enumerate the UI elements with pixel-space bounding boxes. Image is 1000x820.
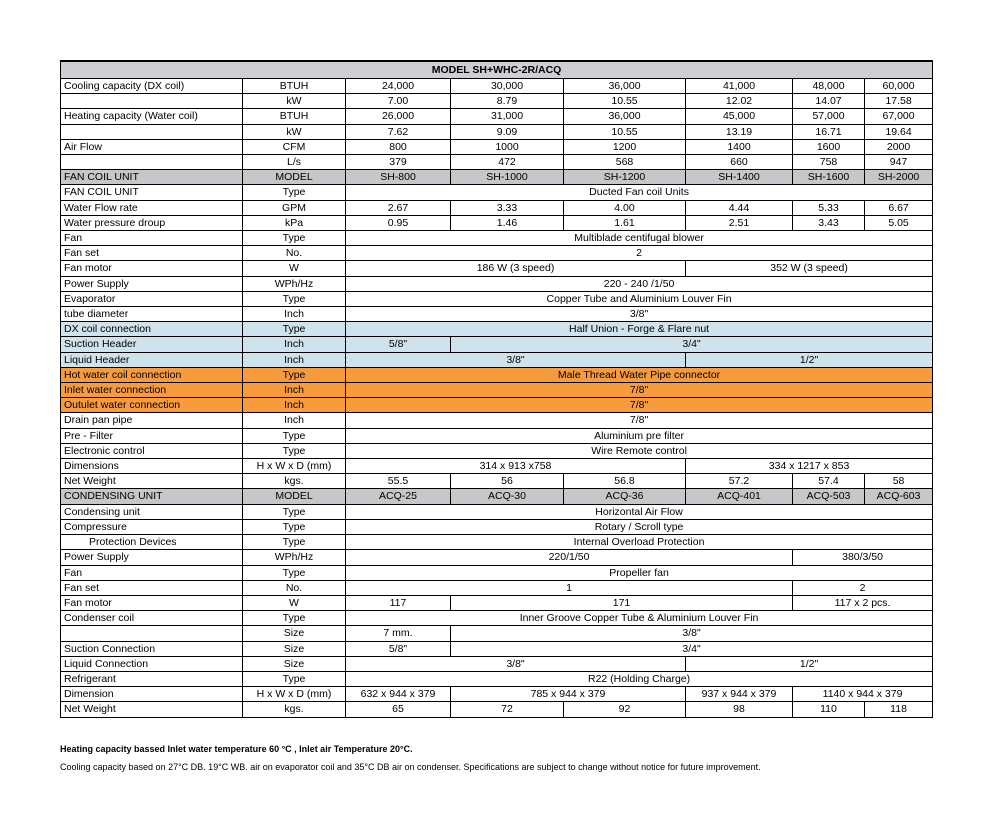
value-cell: ACQ-401 [686,489,793,504]
value-cell: 10.55 [564,124,686,139]
row-unit: Type [243,231,346,246]
value-cell: 31,000 [451,109,564,124]
row-unit: CFM [243,139,346,154]
value-cell: 1000 [451,139,564,154]
table-row [61,307,933,322]
value-cell: Half Union - Forge & Flare nut [346,322,933,337]
row-label [61,94,243,109]
row-unit: Type [243,322,346,337]
value-cell: 2.51 [686,215,793,230]
table-row [61,261,933,276]
value-cell: Inner Groove Copper Tube & Aluminium Louver Fin [346,611,933,626]
table-row [61,337,933,352]
value-cell: ACQ-25 [346,489,451,504]
row-unit: WPh/Hz [243,550,346,565]
table-row [61,656,933,671]
row-unit: BTUH [243,109,346,124]
value-cell: 118 [865,702,933,717]
value-cell: Male Thread Water Pipe connector [346,367,933,382]
row-label: Suction Connection [61,641,243,656]
row-unit: Type [243,291,346,306]
row-label: Condensing unit [61,504,243,519]
value-cell: SH-800 [346,170,451,185]
value-cell: 7.00 [346,94,451,109]
value-cell: 1 [346,580,793,595]
value-cell: 26,000 [346,109,451,124]
row-unit: Inch [243,352,346,367]
table-row [61,626,933,641]
value-cell: 14.07 [793,94,865,109]
value-cell: 56.8 [564,474,686,489]
value-cell: 632 x 944 x 379 [346,687,451,702]
table-row [61,215,933,230]
value-cell: 1600 [793,139,865,154]
table-row [61,291,933,306]
row-unit: Size [243,641,346,656]
value-cell: 117 x 2 pcs. [793,595,933,610]
row-label: DX coil connection [61,322,243,337]
row-unit: Size [243,656,346,671]
table-row [61,671,933,686]
value-cell: 45,000 [686,109,793,124]
row-unit: BTUH [243,79,346,94]
row-unit: Inch [243,337,346,352]
table-row [61,200,933,215]
value-cell: 67,000 [865,109,933,124]
value-cell: 3/4" [451,337,933,352]
value-cell: 568 [564,155,686,170]
value-cell: 171 [451,595,793,610]
value-cell: 56 [451,474,564,489]
value-cell: 7.62 [346,124,451,139]
value-cell: 55.5 [346,474,451,489]
row-label: Liquid Connection [61,656,243,671]
row-label: tube diameter [61,307,243,322]
table-row [61,322,933,337]
table-row [61,139,933,154]
value-cell: Internal Overload Protection [346,535,933,550]
row-label: Dimension [61,687,243,702]
value-cell: 30,000 [451,79,564,94]
row-unit: MODEL [243,489,346,504]
value-cell: 1200 [564,139,686,154]
row-label [61,155,243,170]
table-row [61,94,933,109]
value-cell: 7/8" [346,398,933,413]
table-row [61,124,933,139]
value-cell: 36,000 [564,79,686,94]
value-cell: SH-1000 [451,170,564,185]
table-row [61,276,933,291]
value-cell: 334 x 1217 x 853 [686,459,933,474]
row-label: Fan [61,565,243,580]
table-row [61,580,933,595]
row-label: Drain pan pipe [61,413,243,428]
value-cell: 937 x 944 x 379 [686,687,793,702]
value-cell: 19.64 [865,124,933,139]
footnotes [60,740,940,776]
value-cell: 3/8" [346,307,933,322]
table-row [61,79,933,94]
value-cell: 65 [346,702,451,717]
table-row [61,550,933,565]
value-cell: 4.00 [564,200,686,215]
value-cell: Multiblade centifugal blower [346,231,933,246]
row-unit: H x W x D (mm) [243,459,346,474]
row-label [61,626,243,641]
row-label: Fan set [61,246,243,261]
value-cell: R22 (Holding Charge) [346,671,933,686]
value-cell: 1400 [686,139,793,154]
row-unit: Type [243,504,346,519]
row-unit: MODEL [243,170,346,185]
row-unit: No. [243,580,346,595]
value-cell: ACQ-30 [451,489,564,504]
value-cell: ACQ-503 [793,489,865,504]
value-cell: 17.58 [865,94,933,109]
value-cell: 5/8" [346,641,451,656]
value-cell: 13.19 [686,124,793,139]
value-cell: 758 [793,155,865,170]
value-cell: 380/3/50 [793,550,933,565]
value-cell: Horizontal Air Flow [346,504,933,519]
value-cell: 3.43 [793,215,865,230]
table-title: MODEL SH+WHC-2R/ACQ [61,61,933,79]
row-label: Net Weight [61,474,243,489]
row-label: CONDENSING UNIT [61,489,243,504]
value-cell: 220 - 240 /1/50 [346,276,933,291]
row-unit: Type [243,428,346,443]
value-cell: 2.67 [346,200,451,215]
row-label: Compressure [61,519,243,534]
row-unit: Type [243,443,346,458]
value-cell: 1.46 [451,215,564,230]
row-label: Outulet water connection [61,398,243,413]
row-unit: kgs. [243,474,346,489]
value-cell: 58 [865,474,933,489]
table-title-row [61,61,933,79]
value-cell: Copper Tube and Aluminium Louver Fin [346,291,933,306]
value-cell: 3/4" [451,641,933,656]
value-cell: 117 [346,595,451,610]
value-cell: 220/1/50 [346,550,793,565]
value-cell: 3/8" [346,656,686,671]
table-row [61,474,933,489]
value-cell: Propeller fan [346,565,933,580]
value-cell: 57.4 [793,474,865,489]
row-unit: Type [243,671,346,686]
row-unit: Type [243,611,346,626]
row-unit: No. [243,246,346,261]
row-unit: Inch [243,383,346,398]
value-cell: Aluminium pre filter [346,428,933,443]
value-cell: 2 [346,246,933,261]
value-cell: 3.33 [451,200,564,215]
row-label: Fan motor [61,595,243,610]
row-label: Fan motor [61,261,243,276]
row-label: Protection Devices [61,535,243,550]
value-cell: 57.2 [686,474,793,489]
value-cell: 48,000 [793,79,865,94]
row-unit: kgs. [243,702,346,717]
value-cell: 660 [686,155,793,170]
table-row [61,352,933,367]
table-row [61,641,933,656]
value-cell: 12.02 [686,94,793,109]
value-cell: 24,000 [346,79,451,94]
row-label: Heating capacity (Water coil) [61,109,243,124]
value-cell: 314 x 913 x758 [346,459,686,474]
value-cell: 352 W (3 speed) [686,261,933,276]
table-row [61,459,933,474]
row-unit: kW [243,94,346,109]
row-label: Water Flow rate [61,200,243,215]
row-unit: Type [243,535,346,550]
row-label: Suction Header [61,337,243,352]
row-unit: W [243,261,346,276]
value-cell: 1/2" [686,656,933,671]
row-unit: WPh/Hz [243,276,346,291]
table-row [61,231,933,246]
row-unit: Type [243,367,346,382]
row-label [61,124,243,139]
row-label: Inlet water connection [61,383,243,398]
value-cell: 16.71 [793,124,865,139]
row-label: Power Supply [61,276,243,291]
value-cell: 186 W (3 speed) [346,261,686,276]
row-unit: GPM [243,200,346,215]
row-unit: Type [243,519,346,534]
value-cell: 0.95 [346,215,451,230]
row-unit: Type [243,185,346,200]
value-cell: 92 [564,702,686,717]
table-row [61,595,933,610]
table-row [61,489,933,504]
value-cell: 36,000 [564,109,686,124]
row-label: Pre - Filter [61,428,243,443]
row-unit: H x W x D (mm) [243,687,346,702]
value-cell: 98 [686,702,793,717]
table-row [61,170,933,185]
table-row [61,383,933,398]
row-unit: Inch [243,398,346,413]
table-row [61,155,933,170]
value-cell: 947 [865,155,933,170]
row-label: Power Supply [61,550,243,565]
table-row [61,428,933,443]
value-cell: 3/8" [451,626,933,641]
table-row [61,519,933,534]
value-cell: 7 mm. [346,626,451,641]
value-cell: 110 [793,702,865,717]
value-cell: 72 [451,702,564,717]
table-row [61,413,933,428]
value-cell: SH-1200 [564,170,686,185]
row-label: Fan [61,231,243,246]
row-label: Evaporator [61,291,243,306]
row-unit: W [243,595,346,610]
row-label: FAN COIL UNIT [61,185,243,200]
row-unit: L/s [243,155,346,170]
value-cell: 6.67 [865,200,933,215]
cooling-note: Cooling capacity based on 27°C DB. 19°C WB. air on evaporator coil and 35°C DB air on condenser. Specifications are subject to change without notice for future improvement. [60,762,761,772]
table-row [61,185,933,200]
value-cell: SH-1600 [793,170,865,185]
table-row [61,398,933,413]
value-cell: 10.55 [564,94,686,109]
value-cell: 379 [346,155,451,170]
value-cell: 60,000 [865,79,933,94]
table-row [61,109,933,124]
value-cell: Wire Remote control [346,443,933,458]
value-cell: 41,000 [686,79,793,94]
row-label: Air Flow [61,139,243,154]
table-row [61,443,933,458]
spec-table [60,60,933,718]
row-unit: Inch [243,307,346,322]
row-unit: kW [243,124,346,139]
value-cell: 5.33 [793,200,865,215]
value-cell: Rotary / Scroll type [346,519,933,534]
row-label: Hot water coil connection [61,367,243,382]
table-row [61,246,933,261]
table-row [61,504,933,519]
value-cell: SH-2000 [865,170,933,185]
row-label: Net Weight [61,702,243,717]
table-row [61,565,933,580]
table-row [61,535,933,550]
row-unit: kPa [243,215,346,230]
value-cell: 800 [346,139,451,154]
table-row [61,367,933,382]
table-row [61,611,933,626]
value-cell: 57,000 [793,109,865,124]
row-label: Electronic control [61,443,243,458]
value-cell: 9.09 [451,124,564,139]
row-label: Dimensions [61,459,243,474]
value-cell: 2000 [865,139,933,154]
value-cell: ACQ-36 [564,489,686,504]
row-unit: Inch [243,413,346,428]
row-label: Refrigerant [61,671,243,686]
value-cell: 3/8" [346,352,686,367]
row-unit: Size [243,626,346,641]
value-cell: 7/8" [346,383,933,398]
heating-note: Heating capacity bassed Inlet water temperature 60 °C , Inlet air Temperature 20°C. [60,744,413,754]
value-cell: 1/2" [686,352,933,367]
value-cell: 5/8" [346,337,451,352]
table-row [61,687,933,702]
row-label: Fan set [61,580,243,595]
table-row [61,702,933,717]
value-cell: 1.61 [564,215,686,230]
value-cell: 8.79 [451,94,564,109]
row-unit: Type [243,565,346,580]
row-label: Water pressure droup [61,215,243,230]
row-label: Condenser coil [61,611,243,626]
value-cell: SH-1400 [686,170,793,185]
value-cell: 4.44 [686,200,793,215]
value-cell: 5.05 [865,215,933,230]
row-label: Liquid Header [61,352,243,367]
row-label: Cooling capacity (DX coil) [61,79,243,94]
value-cell: 472 [451,155,564,170]
value-cell: 785 x 944 x 379 [451,687,686,702]
value-cell: Ducted Fan coil Units [346,185,933,200]
value-cell: ACQ-603 [865,489,933,504]
value-cell: 7/8" [346,413,933,428]
row-label: FAN COIL UNIT [61,170,243,185]
value-cell: 1140 x 944 x 379 [793,687,933,702]
value-cell: 2 [793,580,933,595]
